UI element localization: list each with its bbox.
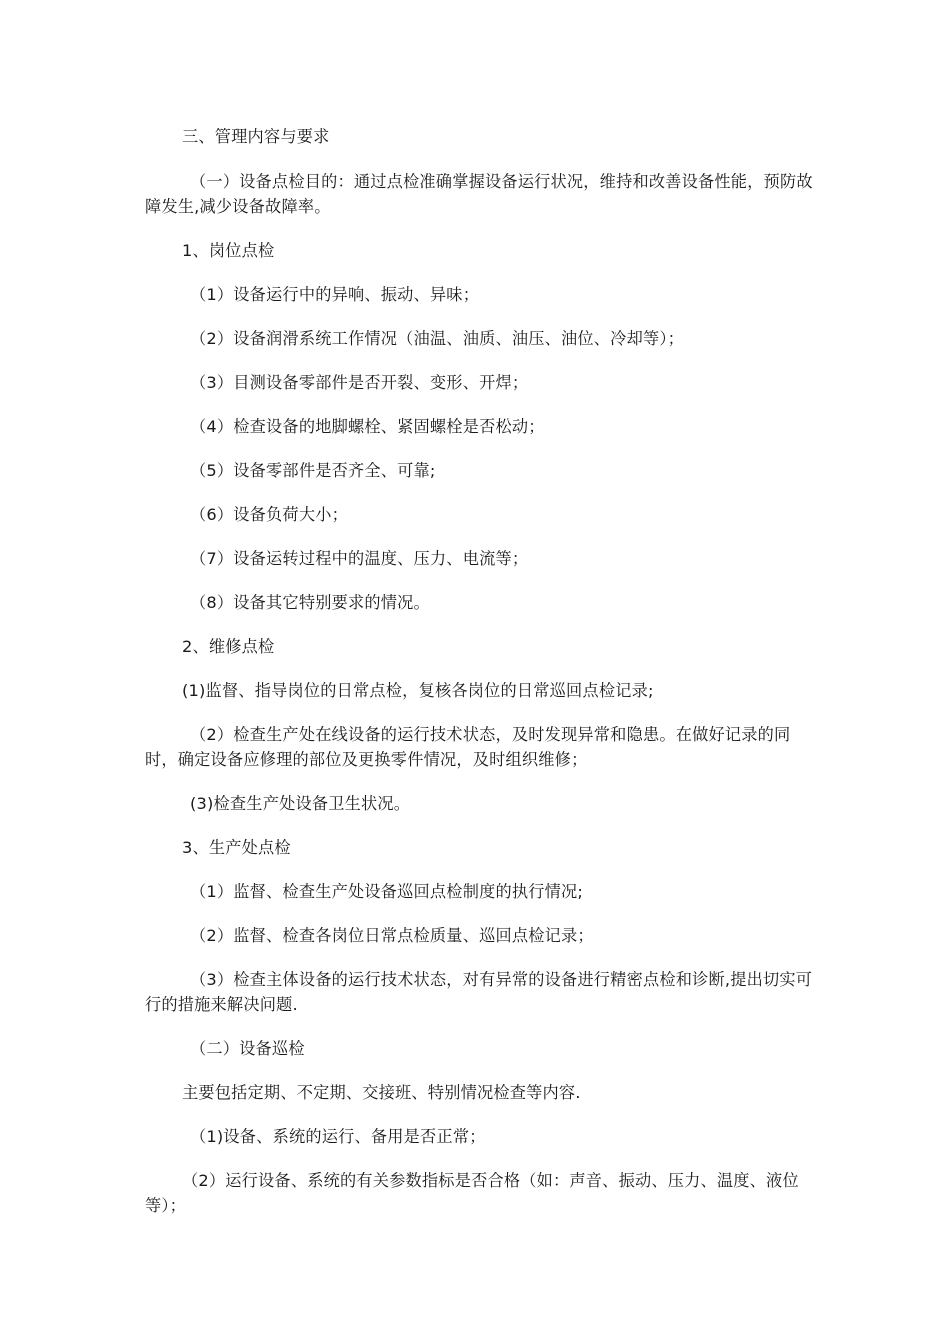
list-item: （1）设备运行中的异响、振动、异味； — [190, 285, 480, 304]
list-item: （6）设备负荷大小； — [190, 505, 348, 524]
list-item: （3）检查主体设备的运行技术状态，对有异常的设备进行精密点检和诊断,提出切实可行的措施来解决问题. — [145, 970, 813, 1014]
list-item: （5）设备零部件是否齐全、可靠; — [190, 461, 436, 480]
list-item: (1)监督、指导岗位的日常点检，复核各岗位的日常巡回点检记录; — [182, 681, 654, 700]
list-item: （1）监督、检查生产处设备巡回点检制度的执行情况; — [190, 882, 584, 901]
item-heading-maintenance-inspection: 2、维修点检 — [182, 637, 275, 656]
list-item: （2）设备润滑系统工作情况（油温、油质、油压、油位、冷却等）； — [190, 329, 685, 348]
subsection-heading-patrol: （二）设备巡检 — [190, 1039, 305, 1058]
list-item: （3）目测设备零部件是否开裂、变形、开焊； — [190, 373, 529, 392]
list-item: （2）检查生产处在线设备的运行技术状态，及时发现异常和隐患。在做好记录的同时，确定设备应修理的部位及更换零件情况，及时组织维修； — [145, 725, 791, 769]
list-item: （7）设备运转过程中的温度、压力、电流等； — [190, 549, 529, 568]
body-text: 主要包括定期、不定期、交接班、特别情况检查等内容. — [182, 1083, 581, 1102]
list-item: (3)检查生产处设备卫生状况。 — [190, 794, 411, 813]
section-heading: 三、管理内容与要求 — [182, 127, 330, 146]
list-item: （4）检查设备的地脚螺栓、紧固螺栓是否松动； — [190, 417, 545, 436]
list-item: （2）监督、检查各岗位日常点检质量、巡回点检记录； — [190, 926, 594, 945]
item-heading-post-inspection: 1、岗位点检 — [182, 241, 275, 260]
item-heading-production-inspection: 3、生产处点检 — [182, 838, 291, 857]
list-item: （2）运行设备、系统的有关参数指标是否合格（如：声音、振动、压力、温度、液位等）； — [145, 1171, 799, 1215]
subsection-heading-purpose: （一）设备点检目的：通过点检准确掌握设备运行状况，维持和改善设备性能，预防故障发生,减少设备故障率。 — [145, 172, 813, 216]
list-item: （8）设备其它特别要求的情况。 — [190, 593, 430, 612]
list-item: （1)设备、系统的运行、备用是否正常； — [190, 1127, 486, 1146]
